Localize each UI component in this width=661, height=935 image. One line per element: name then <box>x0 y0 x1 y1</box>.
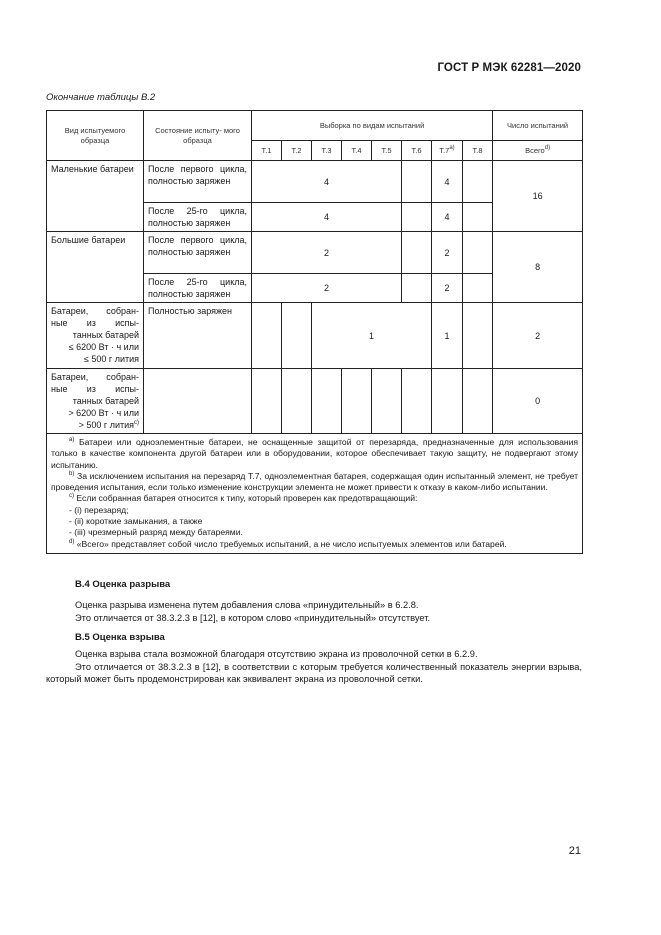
section-b4-title: В.4 Оценка разрыва <box>75 579 171 590</box>
row-large-t1-t5-2: 2 <box>252 274 402 303</box>
row-assembled-small-t8 <box>463 303 493 369</box>
row-large-state-2: После 25-го цикла, полностью заряжен <box>144 274 252 303</box>
row-large-total: 8 <box>493 232 583 303</box>
footnote-c-item-2: - (ii) короткие замыкания, а также <box>69 516 203 527</box>
row-large-t8-2 <box>463 274 493 303</box>
section-b4-p1: Оценка разрыва изменена путем добавления слова «принудительный» в 6.2.8. <box>75 600 419 610</box>
row-small-type: Маленькие батареи <box>47 161 144 232</box>
section-b5-p2: Это отличается от 38.3.2.3 в [12], в соответствии с которым требуется количественный показатель энергии взрыва, который может быть продемонстрирован как эквивалент экрана из проволочной сетки. <box>46 661 582 684</box>
header-t8: Т.8 <box>463 141 493 161</box>
page-number: 21 <box>568 845 581 857</box>
row-small-t1-t5-2: 4 <box>252 203 402 232</box>
row-assembled-small-total: 2 <box>493 303 583 369</box>
row-assembled-small-t3-t6: 1 <box>312 303 432 369</box>
row-assembled-large-type: Батареи, собран- ные из испы- танных батарей > 6200 Вт · ч или > 500 г лития$^{c)}$ <box>47 369 144 434</box>
footnote-b: $^{b)}$ За исключением испытания на перезаряд Т.7, одноэлементная батарея, содержащая один испытанный элемент, не требует проведения испытания, если только изменение конструкции элемента не может привести к отказу в каком-либо испытании. <box>51 470 579 493</box>
row-large-type: Большие батареи <box>47 232 144 303</box>
row-assembled-small-state: Полностью заряжен <box>144 303 252 369</box>
header-t6: Т.6 <box>402 141 432 161</box>
row-small-total: 16 <box>493 161 583 232</box>
row-assembled-large-t3 <box>312 369 342 434</box>
row-assembled-small-type: Батареи, собран- ные из испы- танных батарей ≤ 6200 Вт · ч или ≤ 500 г лития <box>47 303 144 369</box>
row-large-t7-2: 2 <box>432 274 463 303</box>
row-small-t8-2 <box>463 203 493 232</box>
header-t2: Т.2 <box>282 141 312 161</box>
row-assembled-small-t1 <box>252 303 282 369</box>
header-t1: Т.1 <box>252 141 282 161</box>
row-assembled-large-t2 <box>282 369 312 434</box>
row-large-t1-t5-1: 2 <box>252 232 402 274</box>
row-small-state-1: После первого цикла, полностью заряжен <box>144 161 252 203</box>
header-t4: Т.4 <box>342 141 372 161</box>
section-b5-title: В.5 Оценка взрыва <box>75 632 165 643</box>
row-small-t7-2: 4 <box>432 203 463 232</box>
section-b5-body <box>46 648 582 686</box>
row-assembled-large-t6 <box>402 369 432 434</box>
footnote-c-item-3: - (iii) чрезмерный разряд между батареями. <box>69 527 243 538</box>
row-large-state-1: После первого цикла, полностью заряжен <box>144 232 252 274</box>
header-state: Состояние испыту- мого образца <box>144 111 252 161</box>
row-small-t7-1: 4 <box>432 161 463 203</box>
row-small-t8-1 <box>463 161 493 203</box>
row-large-t6-1 <box>402 232 432 274</box>
row-assembled-large-state <box>144 369 252 434</box>
footnote-d: $^{d)}$ «Всего» представляет собой число требуемых испытаний, а не число испытуемых элементов или батарей. <box>69 538 507 549</box>
header-total: Всего$^{d)}$ <box>493 141 583 161</box>
table-footnotes <box>47 434 583 554</box>
row-small-state-2: После 25-го цикла, полностью заряжен <box>144 203 252 232</box>
header-sampling: Выборка по видам испытаний <box>252 111 493 141</box>
row-assembled-large-total: 0 <box>493 369 583 434</box>
header-type: Вид испытуемого образца <box>47 111 144 161</box>
row-small-t6-1 <box>402 161 432 203</box>
row-assembled-small-t7: 1 <box>432 303 463 369</box>
row-large-t8-1 <box>463 232 493 274</box>
header-count: Число испытаний <box>493 111 583 141</box>
row-assembled-large-t8 <box>463 369 493 434</box>
row-assembled-large-t4 <box>342 369 372 434</box>
footnote-c-item-1: - (i) перезаряд; <box>69 504 129 515</box>
row-large-t6-2 <box>402 274 432 303</box>
header-t3: Т.3 <box>312 141 342 161</box>
row-large-t7-1: 2 <box>432 232 463 274</box>
standard-designation: ГОСТ Р МЭК 62281—2020 <box>437 62 581 74</box>
header-t7: Т.7$^{a)}$ <box>432 141 463 161</box>
row-assembled-large-t5 <box>372 369 402 434</box>
table-caption: Окончание таблицы В.2 <box>46 92 156 103</box>
test-matrix-table <box>46 110 583 554</box>
footnote-a: $^{a)}$ Батареи или одноэлементные батареи, не оснащенные защитой от перезаряда, предназначенные для использования только в качестве компонента другой батареи или в оборудовании, которое обеспечивает такую защиту, не подвергают этому испытанию. <box>51 437 579 470</box>
row-assembled-small-t2 <box>282 303 312 369</box>
row-assembled-large-t7 <box>432 369 463 434</box>
section-b4-body <box>46 599 582 624</box>
section-b5-p1: Оценка взрыва стала возможной благодаря отсутствию экрана из проволочной сетки в 6.2.9. <box>75 649 478 659</box>
row-assembled-large-t1 <box>252 369 282 434</box>
header-t5: Т.5 <box>372 141 402 161</box>
section-b4-p2: Это отличается от 38.3.2.3 в [12], в котором слово «принудительный» отсутствует. <box>75 612 431 623</box>
row-small-t6-2 <box>402 203 432 232</box>
row-small-t1-t5-1: 4 <box>252 161 402 203</box>
footnote-c: $^{c)}$ Если собранная батарея относится к типу, который проверен как предотвращающий: <box>69 493 418 504</box>
